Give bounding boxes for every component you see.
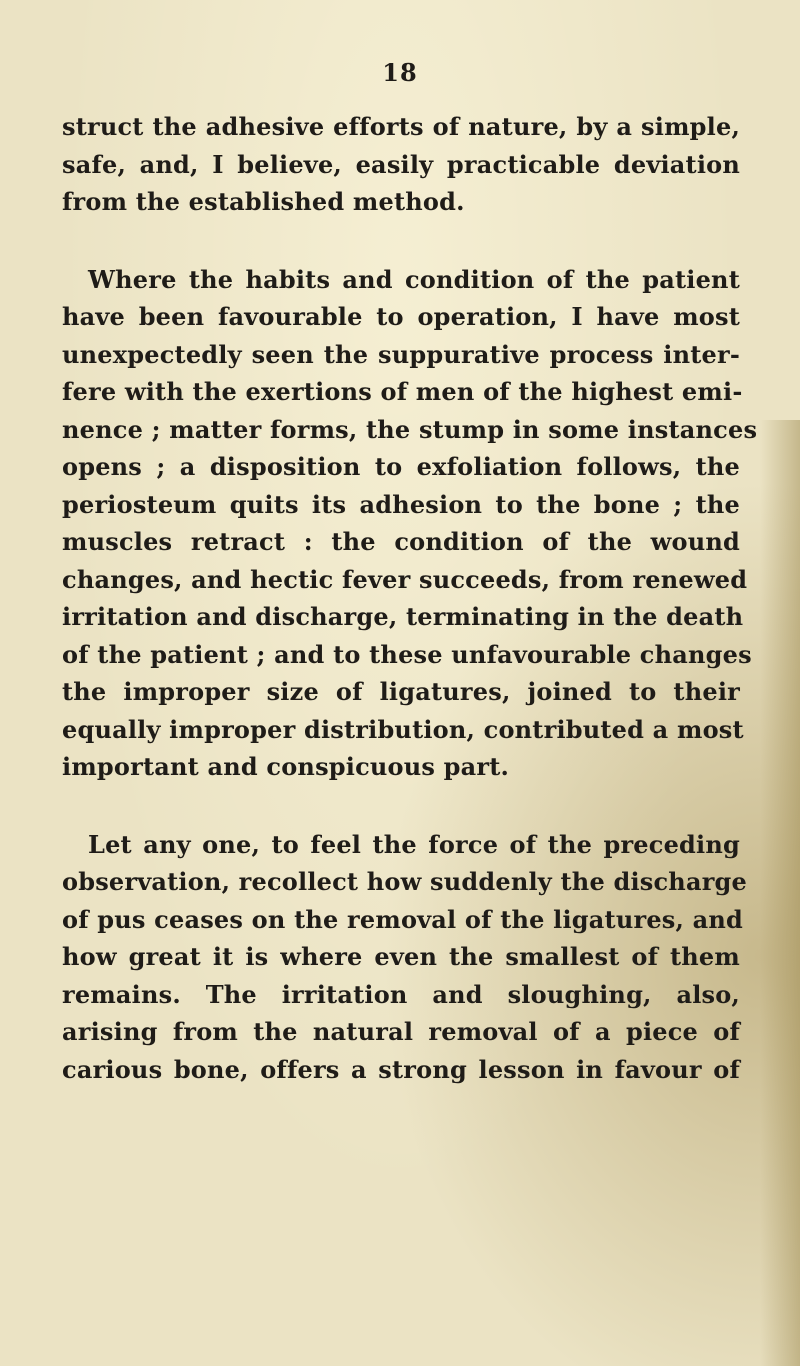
text-line: Where the habits and condition of the patient <box>88 264 740 294</box>
text-line: have been favourable to operation, I have most <box>62 302 740 331</box>
text-line: equally improper distribution, contributed a most <box>62 714 744 744</box>
text-line: periosteum quits its adhesion to the bone ; the <box>62 489 740 519</box>
text-line: remains. The irritation and sloughing, also, <box>62 979 740 1009</box>
text-line: from the established method. <box>62 187 465 216</box>
text-line: of the patient ; and to these unfavourable changes <box>62 639 752 669</box>
text-line: arising from the natural removal of a piece of <box>62 1017 740 1046</box>
paragraph-1 <box>62 108 740 221</box>
text-line: observation, recollect how suddenly the discharge <box>62 867 747 896</box>
page-number: 18 <box>382 58 418 87</box>
text-line: the improper size of ligatures, joined to their <box>62 677 740 706</box>
body-text <box>62 108 758 1128</box>
paragraph-3 <box>62 826 747 1089</box>
text-line: opens ; a disposition to exfoliation follows, the <box>62 452 740 481</box>
text-line: Let any one, to feel the force of the preceding <box>88 829 740 859</box>
text-line: of pus ceases on the removal of the ligatures, and <box>62 904 743 934</box>
text-line: muscles retract : the condition of the wound <box>62 527 740 556</box>
text-line: how great it is where even the smallest of them <box>62 942 740 971</box>
text-line: important and conspicuous part. <box>62 752 510 781</box>
page-edge-stain <box>760 420 800 1366</box>
text-line: unexpectedly seen the suppurative process inter- <box>62 339 740 369</box>
text-line: fere with the exertions of men of the highest emi- <box>62 377 743 406</box>
text-line: irritation and discharge, terminating in the death <box>62 602 744 631</box>
text-line: nence ; matter forms, the stump in some instances <box>62 414 758 444</box>
text-line: safe, and, I believe, easily practicable deviation <box>62 149 740 179</box>
paragraph-2 <box>62 261 758 786</box>
text-line: changes, and hectic fever succeeds, from renewed <box>62 564 748 594</box>
text-line: struct the adhesive efforts of nature, by a simple, <box>62 112 740 141</box>
text-line: carious bone, offers a strong lesson in favour of <box>62 1054 740 1084</box>
